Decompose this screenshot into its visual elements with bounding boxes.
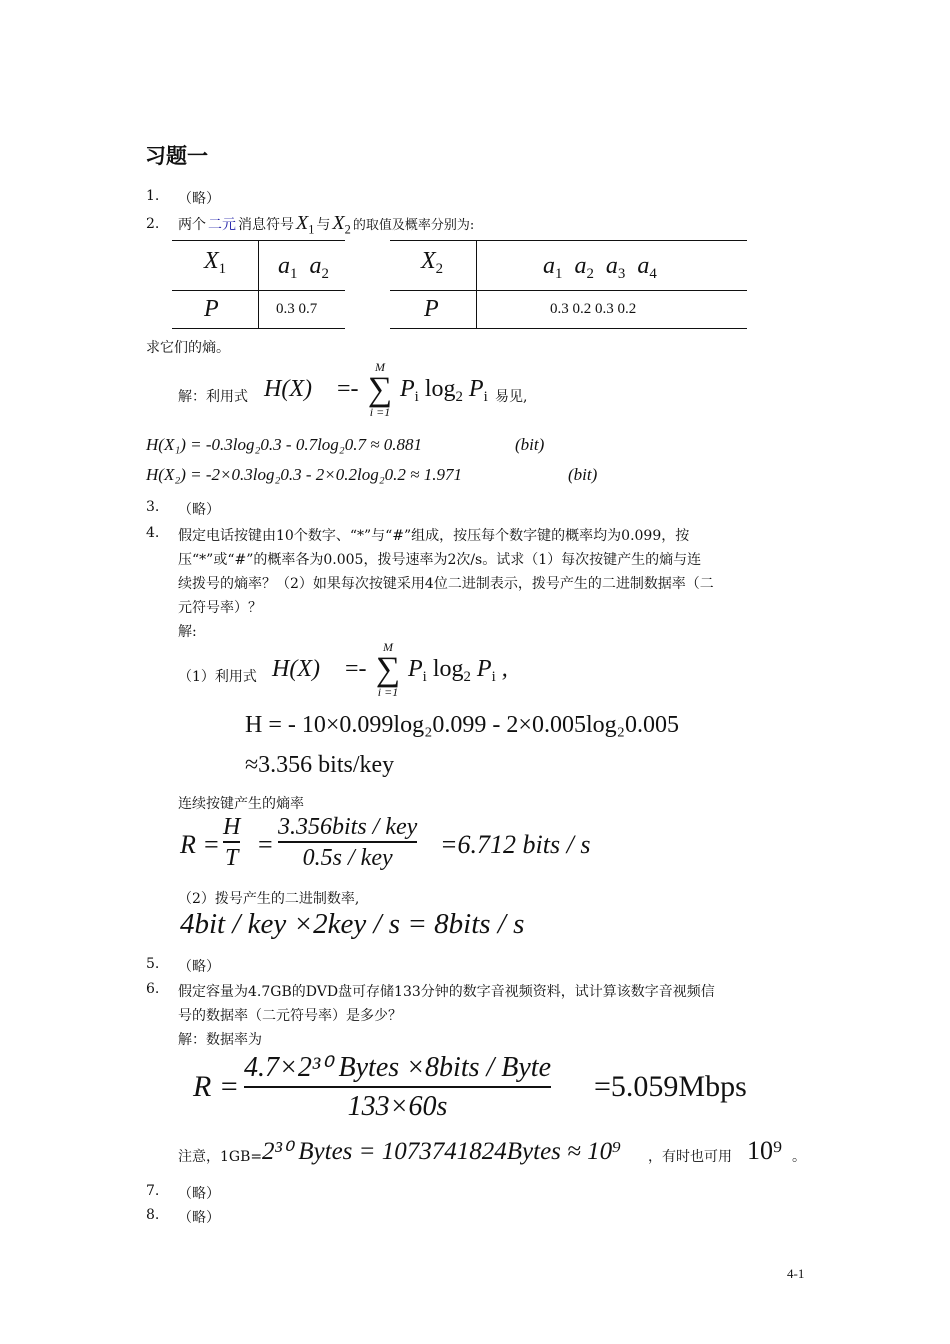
unit-label: (bit)	[515, 435, 545, 454]
item-text-part: 的取值及概率分别为:	[352, 218, 475, 233]
symbol-x2: $X_2$	[332, 212, 351, 237]
entropy-x2: H(X₂) = -2×0.3log₂0.3 - 2×0.2log₂0.2 ≈ 1.971	[146, 465, 462, 484]
unit-label: (bit)	[568, 465, 598, 484]
entropy-result: ≈3.356 bits/key	[245, 752, 395, 778]
page-number: 4-1	[787, 1266, 805, 1281]
table2-probs: 0.3 0.2 0.3 0.2	[550, 301, 637, 317]
rate-symbol: R =	[180, 830, 220, 859]
entropy-rate-label: 连续按键产生的熵率	[178, 796, 304, 812]
solution-intro: 解：利用式	[178, 389, 248, 405]
item-text-part: 消息符号	[238, 217, 294, 233]
solution-text: 易见,	[495, 389, 528, 405]
entropy-formula: H(X)	[272, 656, 320, 682]
table-followup-text: 求它们的熵。	[146, 340, 230, 356]
table2-values: $a_1$ $a_2$ $a_3$ $a_4$	[543, 253, 657, 283]
solution-label: 解:	[178, 624, 197, 640]
item-number: 4.	[146, 525, 160, 541]
item-text-line: 号的数据率（二元符号率）是多少？	[178, 1008, 402, 1024]
item-number: 6.	[146, 981, 160, 997]
data-rate-result: =5.059Mbps	[594, 1070, 747, 1103]
fraction-h-over-t: H T	[223, 814, 241, 871]
solution-part-1: （1）利用式	[178, 669, 257, 685]
table1-prob-label: P	[204, 296, 219, 322]
rate-symbol: R =	[193, 1070, 240, 1103]
entropy-formula: $P_i$ $\log_2 P_i$	[400, 376, 488, 406]
fraction-rate: 3.356bits / key 0.5s / key	[278, 814, 418, 871]
entropy-formula: =-	[337, 376, 359, 402]
highlighted-term: 二元	[208, 217, 236, 233]
note-text: ，有时也可用	[648, 1149, 732, 1165]
page-title: 习题一	[145, 144, 208, 168]
note-label: 注意，1GB=	[178, 1149, 263, 1165]
item-number: 8.	[146, 1207, 160, 1223]
approximation-value: 10⁹	[747, 1136, 783, 1165]
item-text-line: 假定电话按键由10个数字、“*”与“#”组成，按压每个数字键的概率均为0.099，按	[178, 528, 690, 544]
equals-sign: =	[258, 830, 273, 859]
item-text-line: 元符号率）？	[178, 600, 262, 616]
table1-values: $a_1$ $a_2$	[278, 253, 329, 283]
table2-var: $X_2$	[421, 248, 444, 278]
item-text-line: 假定容量为4.7GB的DVD盘可存储133分钟的数字音视频资料，试计算该数字音视频信	[178, 984, 715, 1000]
note-text: 。	[792, 1149, 806, 1165]
item-number: 7.	[146, 1183, 160, 1199]
entropy-formula: H(X)	[264, 376, 312, 402]
item-text-line: 压“*”或“#”的概率各为0.005，拨号速率为2次/s。试求（1）每次按键产生的熵与连	[178, 552, 702, 568]
solution-part-2: （2）拨号产生的二进制数率,	[178, 891, 360, 907]
entropy-formula: $P_i$ $\log_2 P_i$ ,	[408, 656, 508, 686]
item-number: 3.	[146, 499, 160, 515]
entropy-x1: H(X₁) = -0.3log₂0.3 - 0.7log₂0.7 ≈ 0.881	[146, 435, 423, 454]
item-number: 2.	[146, 216, 160, 232]
item-text-part: 与	[316, 217, 331, 233]
solution-label: 解：数据率为	[178, 1032, 262, 1048]
item-number: 1.	[146, 188, 160, 204]
fraction-data-rate: 4.7×2³⁰ Bytes ×8bits / Byte 133×60s	[244, 1052, 552, 1122]
item-2-text	[178, 212, 474, 237]
gb-conversion: 2³⁰ Bytes = 1073741824Bytes ≈ 10⁹	[262, 1138, 621, 1165]
symbol-x1: $X_1$	[296, 212, 315, 237]
summation-symbol: M ∑ i =1	[375, 640, 401, 699]
table1-probs: 0.3 0.7	[276, 301, 318, 317]
item-text-line: 续拨号的熵率？（2）如果每次按键采用4位二进制表示，拨号产生的二进制数据率（二	[178, 576, 714, 592]
rate-result: =6.712 bits / s	[440, 830, 591, 859]
item-number: 5.	[146, 956, 160, 972]
item-text: （略）	[178, 1186, 220, 1202]
item-text: （略）	[178, 502, 220, 518]
item-text: （略）	[178, 191, 220, 207]
entropy-formula: =-	[345, 656, 367, 682]
table1-var: $X_1$	[204, 248, 227, 278]
binary-rate-equation: 4bit / key ×2key / s = 8bits / s	[180, 908, 525, 940]
summation-symbol: M ∑ i =1	[367, 360, 393, 419]
item-text-part: 两个	[178, 217, 206, 233]
item-text: （略）	[178, 1210, 220, 1226]
entropy-equation: H = - 10×0.099log₂0.099 - 2×0.005log₂0.005	[245, 712, 679, 738]
table2-prob-label: P	[424, 296, 439, 322]
item-text: （略）	[178, 959, 220, 975]
